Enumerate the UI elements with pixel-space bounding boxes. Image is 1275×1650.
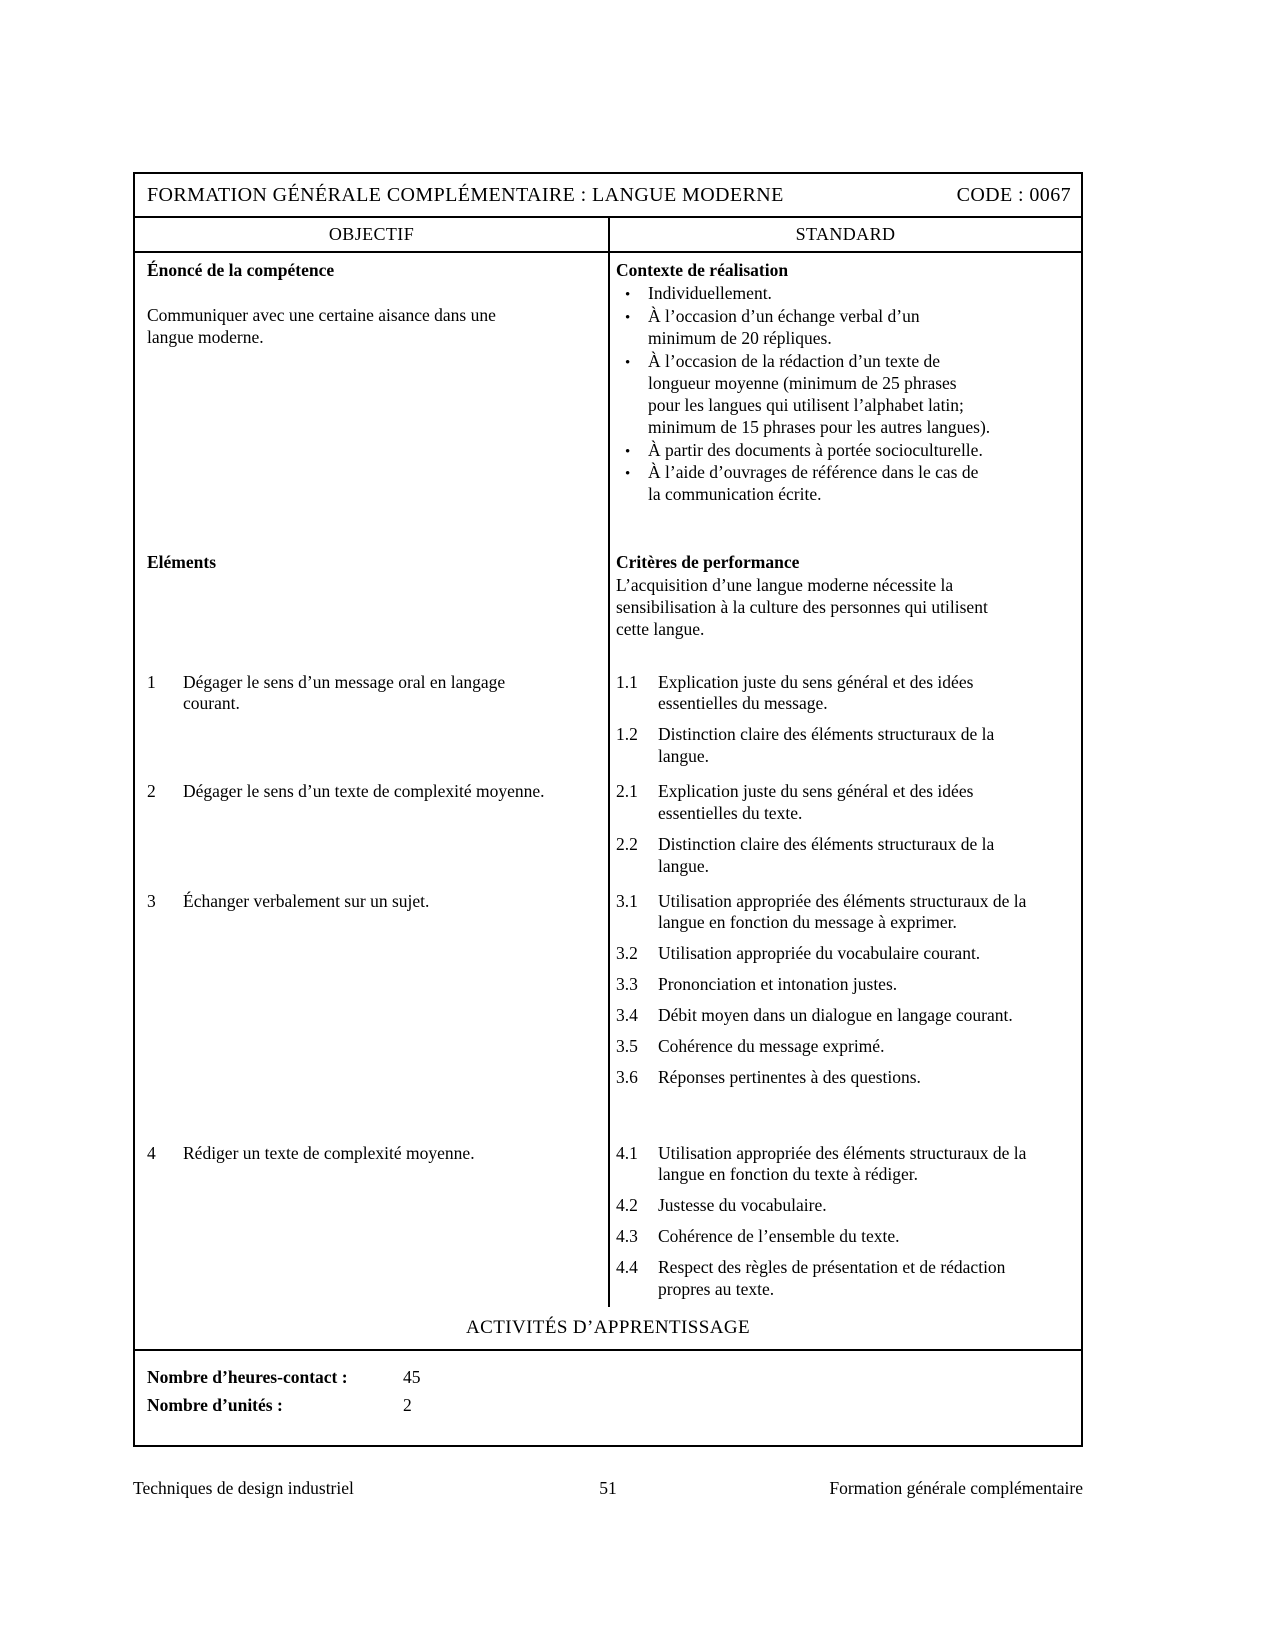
bullet-text: À partir des documents à portée socioculturelle. [648,439,983,460]
footer-right: Formation générale complémentaire [829,1478,1084,1498]
context-bullet [616,351,992,439]
criterion-item [616,1226,1071,1248]
criterion-item [616,974,1071,996]
element-number: 4 [147,1142,156,1163]
criterion-text: Justesse du vocabulaire. [658,1195,827,1216]
criterion-text: Cohérence du message exprimé. [658,1035,885,1056]
hours-units-block [135,1351,1081,1445]
criterion-text: Distinction claire des éléments structuraux de la langue. [658,724,995,767]
footer-left: Techniques de design industriel [133,1478,354,1498]
context-bullet [616,306,992,350]
element-text: Dégager le sens d’un texte de complexité moyenne. [183,781,545,801]
table-body-row [135,253,1081,545]
criterion-number: 3.5 [616,1035,638,1056]
criterion-number: 4.3 [616,1226,638,1247]
criterion-number: 1.1 [616,671,638,692]
bullet-icon [625,306,630,328]
bullet-icon [625,462,630,484]
bullet-text: À l’occasion d’un échange verbal d’un minimum de 20 répliques. [648,306,920,349]
criterion-number: 2.2 [616,833,638,854]
element-item [147,781,594,803]
criterion-text: Explication juste du sens général et des idées essentielles du message. [658,671,974,714]
criterion-item [616,891,1071,935]
bullet-text: À l’aide d’ouvrages de référence dans le cas de la communication écrite. [648,462,979,505]
criterion-item [616,672,1071,716]
table-body-row [135,545,1081,665]
element-text: Échanger verbalement sur un sujet. [183,890,430,911]
hours-line [147,1363,1069,1391]
criteres-heading: Critères de performance [616,551,800,572]
units-label: Nombre d’unités : [147,1394,283,1415]
element-number: 1 [147,671,156,692]
criterion-item [616,1257,1071,1301]
criterion-number: 4.4 [616,1257,638,1277]
bullet-icon [625,283,630,305]
table-body-row [135,665,1081,775]
criterion-text: Respect des règles de présentation et de rédaction propres au texte. [658,1257,1006,1299]
criterion-number: 3.2 [616,943,638,964]
criterion-text: Utilisation appropriée des éléments structuraux de la langue en fonction du message à exprimer. [658,890,1027,933]
criterion-text: Explication juste du sens général et des idées essentielles du texte. [658,781,974,823]
criterion-item [616,943,1071,965]
table-title-row [135,174,1081,218]
course-specification-table [133,172,1083,1447]
column-header-row [135,218,1081,253]
criterion-text: Réponses pertinentes à des questions. [658,1066,921,1087]
criterion-item [616,1036,1071,1058]
criterion-item [616,1143,1071,1187]
enonce-heading: Énoncé de la compétence [147,259,335,280]
objectif-cell [135,253,610,545]
objectif-cell [135,774,610,884]
page-footer [133,1478,1083,1500]
element-text: Rédiger un texte de complexité moyenne. [183,1142,475,1163]
criterion-number: 3.3 [616,974,638,995]
standard-cell [610,884,1081,1136]
hours-label: Nombre d’heures-contact : [147,1366,348,1387]
criterion-item [616,834,1071,878]
criterion-item [616,1067,1071,1089]
table-body-row [135,1136,1081,1307]
element-number: 2 [147,781,156,801]
element-item [147,891,594,913]
activities-heading: ACTIVITÉS D’APPRENTISSAGE [135,1307,1081,1351]
objectif-cell [135,884,610,1136]
units-value: 2 [403,1394,412,1415]
bullet-icon [625,440,630,462]
units-line [147,1391,1069,1419]
criterion-number: 4.2 [616,1195,638,1216]
standard-cell [610,1136,1081,1307]
standard-column-header: STANDARD [795,224,896,244]
criterion-number: 2.1 [616,781,638,801]
document-code: CODE : 0067 [956,184,1071,206]
document-title: FORMATION GÉNÉRALE COMPLÉMENTAIRE : LANGUE MODERNE [147,184,784,206]
footer-page-number: 51 [599,1478,617,1498]
criterion-number: 1.2 [616,724,638,745]
criterion-number: 3.4 [616,1005,638,1025]
criterion-item [616,781,1071,825]
criterion-number: 4.1 [616,1142,638,1163]
criterion-number: 3.6 [616,1066,638,1087]
element-item [147,1143,594,1165]
element-item [147,672,594,716]
contexte-bullet-list [616,283,1071,506]
criterion-item [616,1005,1071,1027]
contexte-heading: Contexte de réalisation [616,259,789,280]
criterion-text: Cohérence de l’ensemble du texte. [658,1226,900,1247]
criterion-item [616,724,1071,768]
hours-value: 45 [403,1366,421,1387]
criterion-text: Débit moyen dans un dialogue en langage courant. [658,1005,1013,1025]
standard-cell [610,253,1081,545]
bullet-text: Individuellement. [648,283,772,304]
objectif-cell [135,1136,610,1307]
criterion-text: Utilisation appropriée du vocabulaire courant. [658,943,981,964]
criterion-text: Prononciation et intonation justes. [658,974,898,995]
objectif-cell [135,665,610,775]
bullet-text: À l’occasion de la rédaction d’un texte de longueur moyenne (minimum de 25 phrases pour les langues qui utilisent l’alphabet latin; minimum de 15 phrases pour les autres langues). [648,351,991,437]
element-text: Dégager le sens d’un message oral en langage courant. [183,671,506,714]
table-body-row [135,774,1081,884]
context-bullet [616,440,992,462]
standard-cell [610,665,1081,775]
enonce-text: Communiquer avec une certaine aisance dans une langue moderne. [147,305,496,348]
standard-cell [610,545,1081,665]
criterion-text: Utilisation appropriée des éléments structuraux de la langue en fonction du texte à rédiger. [658,1142,1027,1185]
bullet-icon [625,351,630,373]
criterion-number: 3.1 [616,890,638,911]
criterion-text: Distinction claire des éléments structuraux de la langue. [658,833,995,876]
element-number: 3 [147,890,156,911]
objectif-cell [135,545,610,665]
objectif-column-header: OBJECTIF [135,218,610,251]
elements-heading: Eléments [147,551,217,572]
criterion-item [616,1195,1071,1217]
context-bullet [616,283,992,305]
standard-cell [610,774,1081,884]
table-body-row [135,884,1081,1136]
criteres-intro: L’acquisition d’une langue moderne nécessite la sensibilisation à la culture des personnes qui utilisent cette langue. [616,575,988,640]
context-bullet [616,462,992,506]
